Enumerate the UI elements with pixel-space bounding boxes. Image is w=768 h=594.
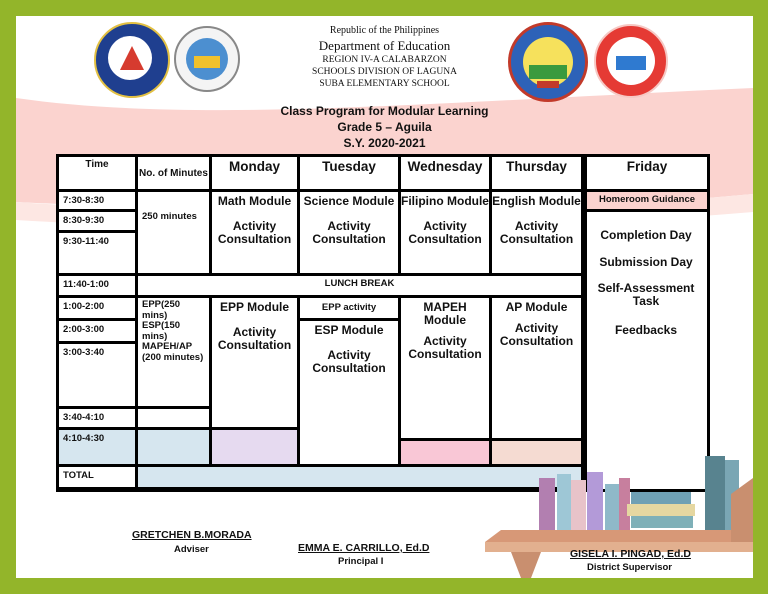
title-class-program: Class Program for Modular Learning bbox=[280, 104, 489, 118]
monday-afternoon-activity: Activity Consultation bbox=[217, 325, 292, 352]
supervisor-name: GISELA I. PINGAD, Ed.D bbox=[570, 548, 691, 560]
time-slot-1: 7:30-8:30 bbox=[59, 192, 135, 209]
friday-item-feedbacks: Feedbacks bbox=[614, 323, 678, 337]
monday-empty-cell bbox=[212, 430, 297, 464]
thursday-morning-cell bbox=[492, 192, 581, 273]
adviser-name: GRETCHEN B.MORADA bbox=[132, 529, 252, 541]
time-slot-3: 9:30-11:40 bbox=[59, 233, 135, 273]
title-school-year: S.Y. 2020-2021 bbox=[343, 136, 426, 150]
tuesday-morning-activity: Activity Consultation bbox=[312, 219, 386, 246]
header-department: Department of Education bbox=[318, 38, 451, 53]
thursday-afternoon-activity: Activity Consultation bbox=[499, 321, 574, 348]
header-wednesday: Wednesday bbox=[401, 157, 489, 189]
title-grade-section: Grade 5 – Aguila bbox=[337, 120, 432, 134]
header-time: Time bbox=[59, 157, 135, 189]
minutes-mapeh-ap: MAPEH/AP (200 minutes) bbox=[142, 341, 204, 363]
time-slot-2: 8:30-9:30 bbox=[59, 212, 135, 230]
time-slot-9: 4:10-4:30 bbox=[59, 430, 135, 464]
thursday-afternoon-cell bbox=[492, 298, 581, 438]
wednesday-afternoon-activity: Activity Consultation bbox=[408, 334, 482, 361]
time-slot-5: 1:00-2:00 bbox=[59, 298, 135, 318]
principal-name: EMMA E. CARRILLO, Ed.D bbox=[298, 542, 430, 554]
tuesday-morning-cell bbox=[300, 192, 398, 273]
wednesday-empty-cell bbox=[401, 441, 489, 464]
friday-item-submission-day: Submission Day bbox=[599, 255, 693, 269]
wednesday-morning-activity: Activity Consultation bbox=[408, 219, 482, 246]
time-slot-4: 11:40-1:00 bbox=[59, 276, 135, 295]
minutes-epp: EPP(250 mins) bbox=[142, 299, 181, 321]
minutes-esp: ESP(150 mins) bbox=[142, 320, 181, 342]
header-monday: Monday bbox=[212, 157, 297, 189]
wednesday-afternoon-subject: MAPEH Module bbox=[423, 300, 467, 327]
monday-afternoon-subject: EPP Module bbox=[219, 300, 290, 314]
tuesday-afternoon-subject: ESP Module bbox=[314, 323, 384, 337]
header-republic: Republic of the Philippines bbox=[329, 25, 440, 36]
time-slot-7: 3:00-3:40 bbox=[59, 344, 135, 406]
minutes-empty-1 bbox=[138, 409, 209, 427]
header-friday: Friday bbox=[587, 157, 707, 189]
tuesday-afternoon-cell bbox=[300, 321, 398, 464]
tuesday-morning-subject: Science Module bbox=[303, 194, 395, 208]
class-program-document bbox=[16, 16, 753, 578]
header-division: SCHOOLS DIVISION OF LAGUNA bbox=[312, 67, 457, 77]
minutes-afternoon bbox=[138, 298, 209, 406]
minutes-morning: 250 minutes bbox=[138, 192, 209, 273]
thursday-morning-activity: Activity Consultation bbox=[499, 219, 574, 246]
friday-item-self-assessment-task: Self-Assessment Task bbox=[597, 281, 695, 308]
adviser-role: Adviser bbox=[174, 544, 209, 555]
monday-morning-subject: Math Module bbox=[217, 194, 292, 208]
total-label: TOTAL bbox=[59, 467, 135, 487]
monday-afternoon-cell bbox=[212, 298, 297, 427]
time-slot-8: 3:40-4:10 bbox=[59, 409, 135, 427]
friday-item-completion-day: Completion Day bbox=[600, 228, 692, 242]
minutes-empty-2 bbox=[138, 430, 209, 464]
monday-morning-cell bbox=[212, 192, 297, 273]
wednesday-afternoon-cell bbox=[401, 298, 489, 438]
header-school: SUBA ELEMENTARY SCHOOL bbox=[319, 79, 450, 89]
principal-role: Principal I bbox=[338, 556, 384, 567]
wednesday-morning-subject: Filipino Module bbox=[401, 194, 489, 208]
thursday-afternoon-subject: AP Module bbox=[505, 300, 568, 314]
monday-morning-activity: Activity Consultation bbox=[217, 219, 292, 246]
lunch-break-row: LUNCH BREAK bbox=[138, 276, 581, 295]
header-region: REGION IV-A CALABARZON bbox=[322, 55, 447, 65]
supervisor-role: District Supervisor bbox=[587, 562, 672, 573]
friday-homeroom-guidance: Homeroom Guidance bbox=[587, 192, 707, 209]
thursday-morning-subject: English Module bbox=[492, 194, 581, 208]
header-thursday: Thursday bbox=[492, 157, 581, 189]
header-tuesday: Tuesday bbox=[300, 157, 398, 189]
header-no-of-minutes: No. of Minutes bbox=[138, 157, 209, 189]
time-slot-6: 2:00-3:00 bbox=[59, 321, 135, 341]
tuesday-afternoon-activity: Activity Consultation bbox=[312, 348, 386, 375]
wednesday-morning-cell bbox=[401, 192, 489, 273]
tuesday-epp-activity: EPP activity bbox=[300, 298, 398, 318]
